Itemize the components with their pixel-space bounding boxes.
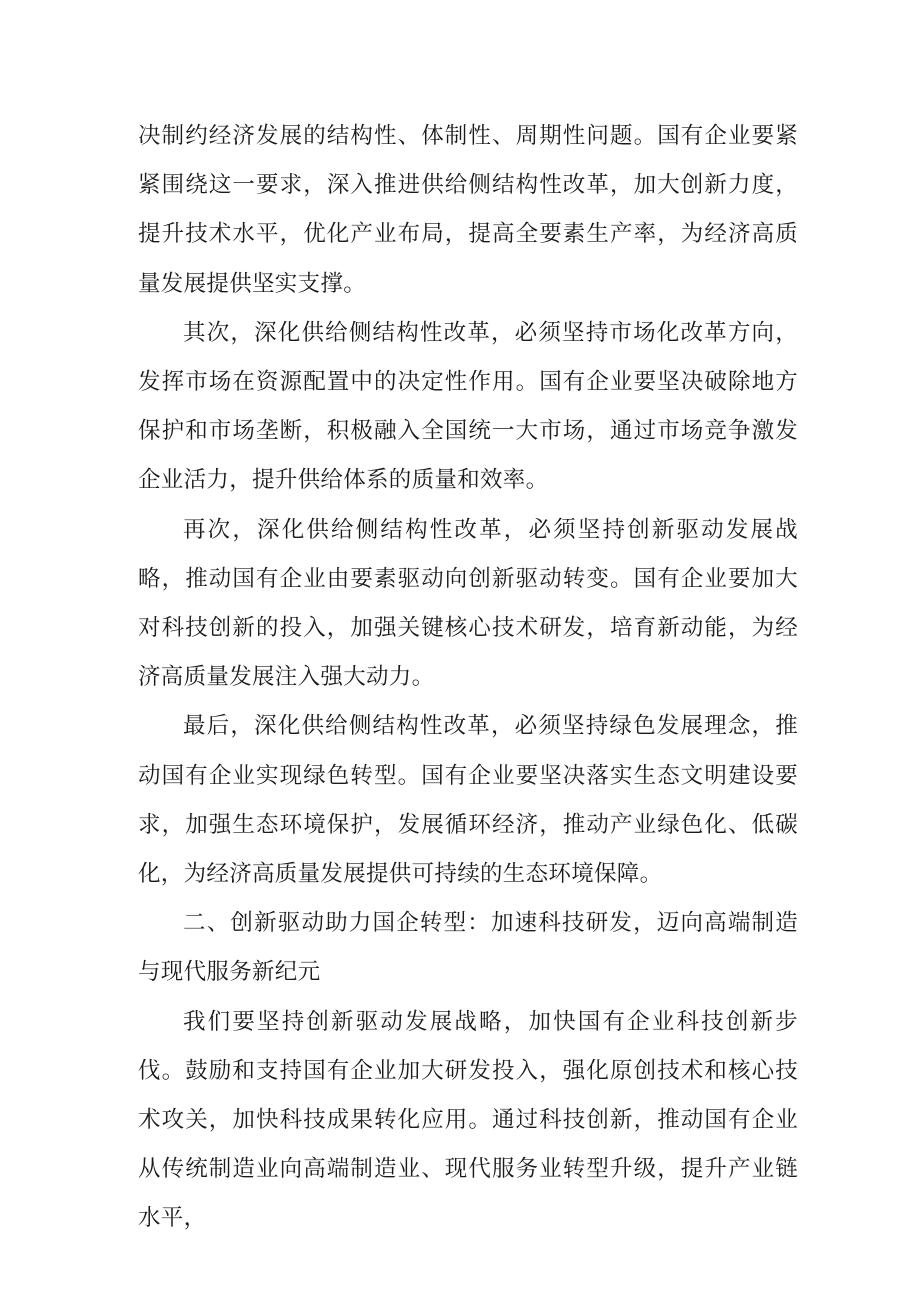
paragraph-5: 我们要坚持创新驱动发展战略，加快国有企业科技创新步伐。鼓励和支持国有企业加大研发投入，强化原创技术和核心技术攻关，加快科技成果转化应用。通过科技创新，推动国有企业从传统制造业向高端制造业、现代服务业转型升级，提升产业链水平， [138, 1008, 798, 1232]
paragraph-3: 再次，深化供给侧结构性改革，必须坚持创新驱动发展战略，推动国有企业由要素驱动向创新驱动转变。国有企业要加大对科技创新的投入，加强关键核心技术研发，培育新动能，为经济高质量发展注入强大动力。 [138, 516, 798, 691]
paragraph-4: 最后，深化供给侧结构性改革，必须坚持绿色发展理念，推动国有企业实现绿色转型。国有企业要坚决落实生态文明建设要求，加强生态环境保护，发展循环经济，推动产业绿色化、低碳化，为经济高质量发展提供可持续的生态环境保障。 [138, 713, 798, 888]
paragraph-1: 决制约经济发展的结构性、体制性、周期性问题。国有企业要紧紧围绕这一要求，深入推进供给侧结构性改革，加大创新力度，提升技术水平，优化产业布局，提高全要素生产率，为经济高质量发展提供坚实支撑。 [138, 123, 798, 297]
document-body [138, 112, 798, 1244]
paragraph-2: 其次，深化供给侧结构性改革，必须坚持市场化改革方向，发挥市场在资源配置中的决定性作用。国有企业要坚决破除地方保护和市场垄断，积极融入全国统一大市场，通过市场竞争激发企业活力，提升供给体系的质量和效率。 [138, 319, 798, 494]
section-heading: 二、创新驱动助力国企转型：加速科技研发，迈向高端制造与现代服务新纪元 [138, 910, 798, 986]
